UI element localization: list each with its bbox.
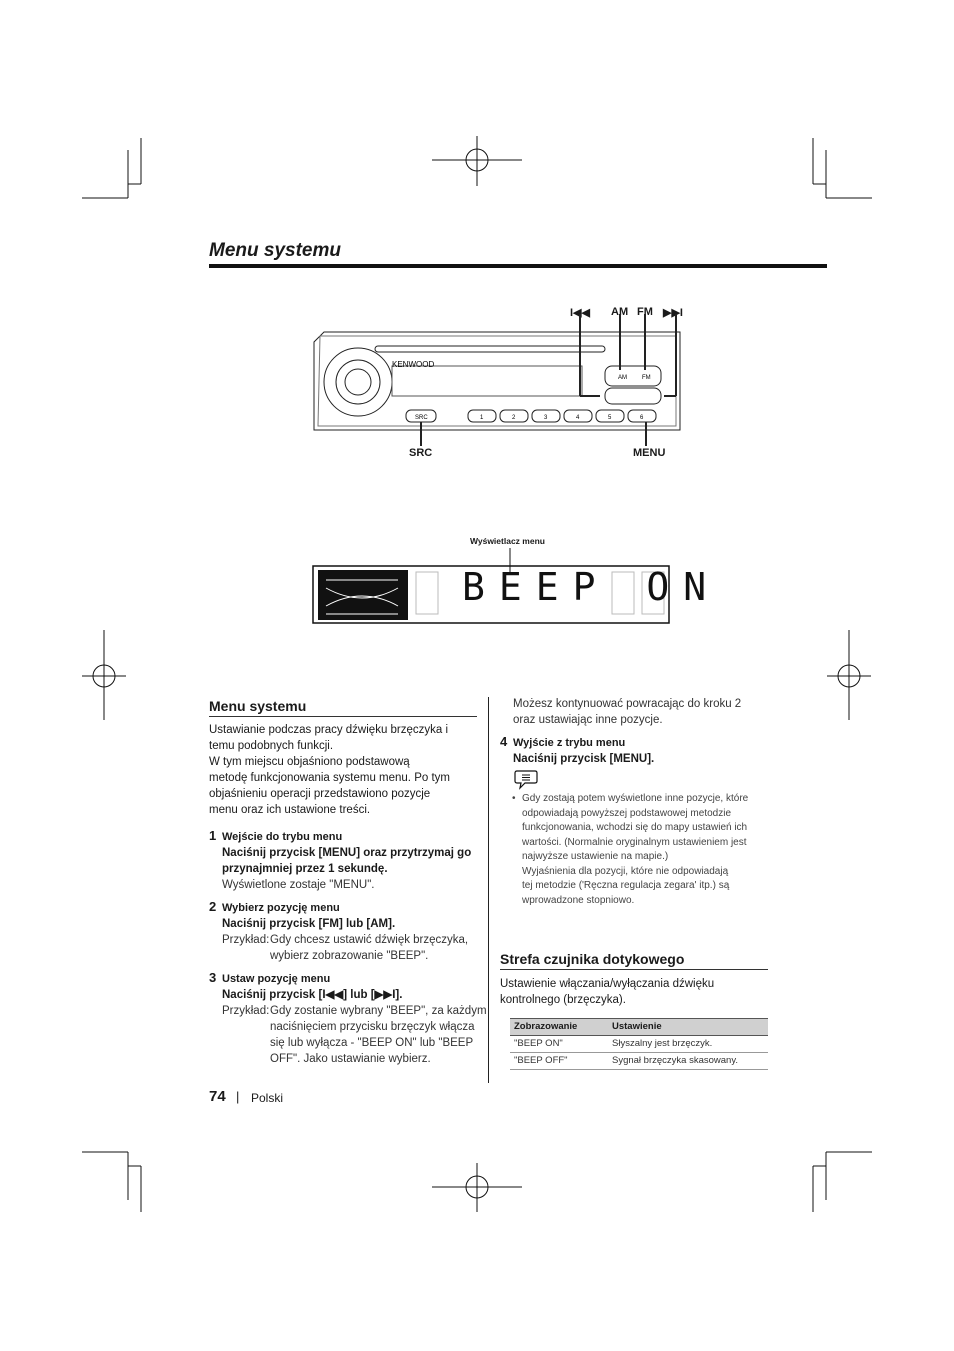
bullet: •: [512, 793, 516, 804]
step-action: Naciśnij przycisk [MENU] oraz przytrzymaj go: [222, 847, 472, 859]
step-action: Naciśnij przycisk [I◀◀] lub [▶▶I].: [222, 989, 403, 1001]
menu-label: MENU: [633, 447, 666, 459]
note-line: wartości. (Normalnie oryginalnym ustawieniem jest: [522, 836, 747, 848]
preset-2-text: 2: [512, 415, 516, 421]
note-line: Wyjaśnienia dla pozycji, które nie odpowiadają: [522, 865, 729, 877]
example-line: Gdy chcesz ustawić dźwięk brzęczyka,: [270, 934, 469, 946]
footer-language: Polski: [251, 1091, 284, 1105]
step-number: 3: [209, 970, 217, 985]
step-title: Wejście do trybu menu: [222, 831, 343, 843]
step-2: [209, 900, 489, 964]
example-line: Gdy zostanie wybrany "BEEP", za każdym: [270, 1005, 487, 1017]
step-3: [209, 971, 489, 1067]
note-line: Gdy zostają potem wyświetlone inne pozycje, które: [522, 793, 749, 804]
example-label: Przykład:: [222, 934, 270, 946]
step-example: [209, 1003, 489, 1067]
step-example: [209, 932, 489, 964]
step-action: Naciśnij przycisk [FM] lub [AM].: [222, 918, 396, 930]
table-row: [510, 1053, 768, 1070]
section2-heading-rule: [500, 969, 768, 970]
table-cell: "BEEP OFF": [514, 1055, 568, 1066]
note-icon: [513, 768, 539, 790]
note-line: funkcjonowania, wchodzi się do mapy ustawień ich: [522, 822, 748, 833]
fm-button-text: FM: [642, 375, 651, 381]
step-note: Wyświetlone zostaje "MENU".: [222, 879, 375, 891]
note-line: tej metodzie ('Ręczna regulacja zegara' itp.) są: [522, 880, 730, 891]
fm-label: FM: [637, 306, 653, 318]
src-label: SRC: [409, 447, 433, 459]
next-track-label: ▶▶I: [663, 307, 683, 319]
display-caption: Wyświetlacz menu: [470, 536, 545, 546]
table-header: [510, 1018, 768, 1036]
step-title: Ustaw pozycję menu: [222, 973, 331, 985]
example-line: wybierz zobrazowanie "BEEP".: [270, 950, 429, 962]
step-number: 1: [209, 828, 217, 843]
preset-5-text: 5: [608, 415, 612, 421]
preset-3-text: 3: [544, 415, 548, 421]
step-action: przynajmniej przez 1 sekundę.: [222, 863, 388, 875]
step-4: [500, 735, 770, 767]
lcd-text: BEEP ON: [462, 565, 721, 609]
continue-line: Możesz kontynuować powracając do kroku 2: [513, 698, 742, 710]
page-number: 74: [209, 1088, 226, 1105]
preset-4-text: 4: [576, 415, 580, 421]
table-header-cell: Ustawienie: [612, 1021, 662, 1032]
intro-line: objaśnieniu operacji przedstawiono pozycje: [209, 788, 431, 800]
table-cell: "BEEP ON": [514, 1038, 563, 1049]
table-cell: Sygnał brzęczyka skasowany.: [612, 1055, 739, 1066]
step-title: Wybierz pozycję menu: [222, 902, 340, 914]
left-heading-rule: [209, 716, 477, 717]
intro-text: [209, 722, 489, 818]
example-line: się lub wyłącza - "BEEP ON" lub "BEEP: [270, 1037, 474, 1049]
preset-1-text: 1: [480, 415, 484, 421]
table-header-cell: Zobrazowanie: [514, 1021, 578, 1032]
example-label: Przykład:: [222, 1005, 270, 1017]
intro-line: metodę funkcjonowania systemu menu. Po tym: [209, 772, 450, 784]
note-line: wprowadzone stopniowo.: [522, 894, 635, 906]
continue-line: oraz ustawiając inne pozycje.: [513, 714, 663, 726]
example-line: naciśnięciem przycisku brzęczyk włącza: [270, 1021, 475, 1033]
section2-text: [500, 976, 770, 1008]
footer-separator: |: [236, 1089, 240, 1104]
left-heading: Menu systemu: [209, 698, 307, 714]
intro-line: temu podobnych funkcji.: [209, 740, 334, 752]
intro-line: W tym miejscu objaśniono podstawową: [209, 756, 410, 768]
step-number: 2: [209, 899, 217, 914]
intro-line: menu oraz ich ustawione treści.: [209, 804, 371, 816]
example-line: OFF". Jako ustawianie wybierz.: [270, 1053, 431, 1065]
src-button-text: SRC: [415, 415, 428, 421]
am-label: AM: [611, 306, 629, 318]
intro-line: Ustawianie podczas pracy dźwięku brzęczyka i: [209, 724, 449, 736]
am-button-text: AM: [618, 375, 627, 381]
settings-table: [510, 1018, 768, 1070]
note-line: odpowiadają powyższej podstawowej metodzie: [522, 807, 732, 819]
prev-track-label: I◀◀: [570, 307, 590, 319]
page-title: Menu systemu: [209, 240, 341, 261]
head-unit-illustration: [300, 300, 700, 450]
title-rule: [209, 264, 827, 268]
step-title: Wyjście z trybu menu: [513, 737, 626, 749]
section2-heading: Strefa czujnika dotykowego: [500, 951, 685, 967]
note-line: najwyższe ustawienie na mapie.): [522, 851, 669, 862]
step-1: [209, 829, 489, 893]
note-list: [512, 792, 772, 908]
preset-6-text: 6: [640, 415, 644, 421]
continue-text: [513, 696, 773, 728]
section2-line: kontrolnego (brzęczyka).: [500, 994, 626, 1006]
table-row: [510, 1036, 768, 1053]
brand-text: KENWOOD: [392, 360, 435, 369]
step-action: Naciśnij przycisk [MENU].: [513, 753, 655, 765]
section2-line: Ustawienie włączania/wyłączania dźwięku: [500, 978, 715, 990]
table-cell: Słyszalny jest brzęczyk.: [612, 1038, 713, 1049]
step-number: 4: [500, 734, 508, 749]
